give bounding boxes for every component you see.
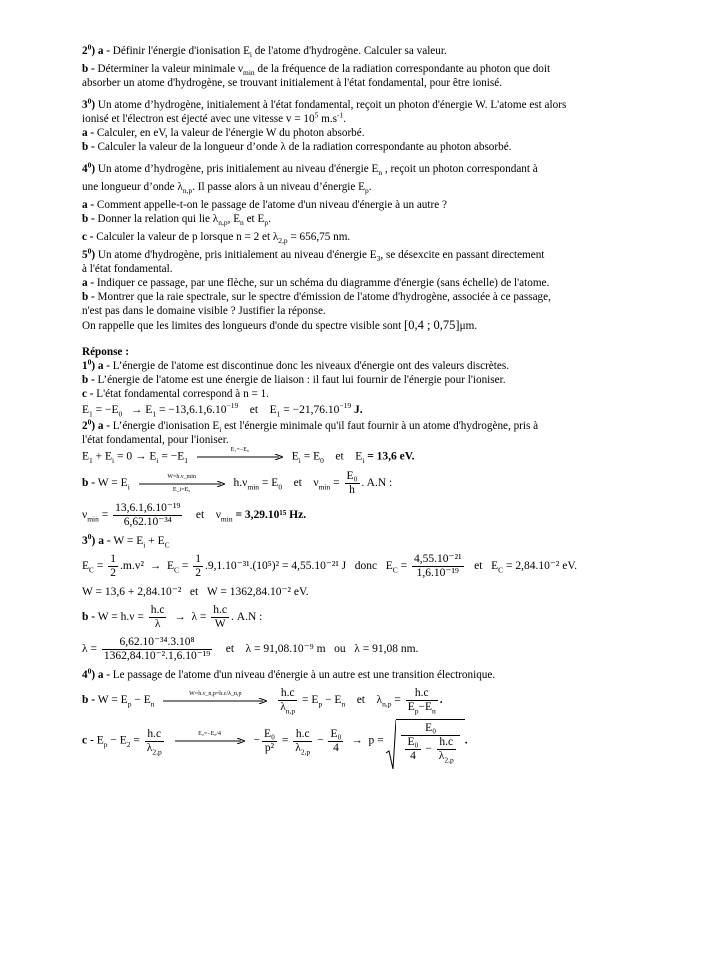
r3-kinetic-energy: $E_C$ = $\frac{1}{2}$ $.m.v^2 \to E_C$ = $\frac{1}{2}$ .9,1.10⁻³¹.(10⁵)² = 4,55.10⁻²¹ J donc $E_C$ = $\frac{\text{4,55.10⁻²¹}}{\text{1,6.10⁻¹⁹}}$ et $E_C = 2,84.10^{-2}$ eV.: [82, 553, 578, 579]
fraction: $\frac{h.c}{W}$: [213, 604, 228, 630]
r4-equation-c: $c - E_p - E_2$ = $\frac{h.c}{\lambda_{2,p}}$ E₂=−E₀/4 − $\frac{\text{E₀}}{\text{p²}}$ = $\frac{h.c}{\lambda_{2,p}}$ − $\frac{\text{E₀}}{4}$ → p = E₀ $\frac{\text{E₀}}{4}$ − $\frac{h.c}{\lambda_{2,p}}$ .: [82, 719, 682, 763]
q4-line-a: a - Comment appelle-t-on le passage de l'atome d'un niveau d'énergie à un autre ?: [82, 199, 447, 211]
fraction: $\frac{\text{4,55.10⁻²¹}}{\text{1,6.10⁻¹⁹}}$: [414, 553, 462, 579]
q5-line-b2: n'est pas dans le domaine visible ? Justifier la réponse.: [82, 305, 326, 317]
r3-equation-b: b - W = h.ν = $\frac{h.c}{\lambda}$ → λ = $\frac{h.c}{W}$ . A.N :: [82, 604, 263, 630]
r3-calculation: λ = $\frac{\text{6,62.10⁻³⁴.3.10⁸}}{\text{1362,84.10⁻².1,6.10⁻¹⁹}}$ et λ = 91,08.10⁻⁹ m ou λ = 91,08 nm.: [82, 636, 419, 662]
r2-line-a: $2^0$) a - L’énergie d'ionisation $E_i$ est l'énergie minimale qu'il faut fournir à un atome d'hydrogène, pris à: [82, 417, 539, 435]
implies-arrow: E₂=−E₀/4: [175, 733, 245, 749]
answer-title: Réponse :: [82, 346, 129, 358]
fraction: $\frac{\text{E₀}}{\text{p²}}$: [263, 727, 275, 754]
q5-note: On rappelle que les limites des longueurs d'onde du spectre visible sont [0,4 ; 0,75]μm.: [82, 318, 478, 332]
implies-arrow: W=h.ν_n,p=h.c/λ_n,p: [163, 693, 267, 709]
q5-line-1: $5^0$) Un atome d'hydrogène, pris initialement au niveau d'énergie $E_3$, se désexcite en passant directement: [82, 246, 545, 264]
q2-line-b: b - Déterminer la valeur minimale $\nu_{min}$ de la fréquence de la radiation correspondante au photon que doit: [82, 63, 551, 78]
fraction: $\frac{h.c}{\lambda}$: [150, 604, 165, 630]
fraction: $\frac{\text{E₀}}{4}$: [330, 727, 342, 754]
r2-equation-a: $E_1 + E_i = 0 \to E_i = -E_1$ E₁=−E₀ $E_i = E_0$ et $E_i = 13,6$ eV.: [82, 447, 415, 465]
fraction: $\frac{h.c}{\lambda_{n,p}}$: [280, 687, 296, 716]
implies-arrow: E₁=−E₀: [197, 449, 283, 465]
q3-line-b: b - Calculer la valeur de la longueur d’onde λ de la radiation correspondante au photon absorbé.: [82, 141, 512, 153]
q5-line-2: à l'état fondamental.: [82, 263, 173, 275]
exercise-document: [82, 44, 682, 768]
q5-line-a: a - Indiquer ce passage, par une flèche, sur un schéma du diagramme d'énergie (sans échelle) de l'atome.: [82, 277, 550, 289]
r1-line-a: $1^0$) a - L’énergie de l'atome est discontinue donc les niveaux d'énergie ont des valeurs discrètes.: [82, 357, 509, 372]
q3-line-1: $3^0$) Un atome d’hydrogène, initialement à l'état fondamental, reçoit un photon d'énergie W. L'atome est alors: [82, 96, 567, 111]
r2-calculation: $\nu_{min}$ = $\frac{\text{13,6.1,6.10⁻¹⁹}}{\text{6,62.10⁻³⁴}}$ et $\nu_{min} = 3,29.10^{15}$ Hz.: [82, 502, 307, 528]
r1-line-c: c - L'état fondamental correspond à n = 1.: [82, 388, 269, 400]
r3-energy-w: W = 13,6 + 2,84.10⁻² et W = 1362,84.10⁻² eV.: [82, 586, 309, 598]
fraction: $\frac{h.c}{\lambda_{2,p}}$: [438, 736, 454, 765]
fraction: $\frac{\text{6,62.10⁻³⁴.3.10⁸}}{\text{1362,84.10⁻².1,6.10⁻¹⁹}}$: [103, 636, 211, 662]
fraction: $\frac{\text{E₀}}{h}$: [346, 470, 358, 496]
fraction: $\frac{h.c}{\lambda_{2,p}}$: [295, 727, 311, 756]
q5-line-b: b - Montrer que la raie spectrale, sur le spectre d'émission de l'atome d'hydrogène, associée à ce passage,: [82, 291, 551, 303]
fraction: $\frac{1}{2}$: [110, 553, 117, 579]
q4-line-1: $4^0$) Un atome d’hydrogène, pris initialement au niveau d'énergie $E_n$ , reçoit un photon correspondant à: [82, 160, 538, 178]
q2-line-a: $2^0$) a - Définir l'énergie d'ionisation $E_i$ de l'atome d'hydrogène. Calculer sa valeur.: [82, 42, 447, 60]
square-root: [386, 719, 464, 763]
r4-line-a: $4^0$) a - Le passage de l'atome d'un niveau d'énergie à un autre est une transition électronique.: [82, 666, 496, 681]
fraction: $\frac{h.c}{E_p-E_n}$: [407, 687, 436, 716]
q4-line-c: c - Calculer la valeur de p lorsque n = 2 et $\lambda_{2,p} = 656,75$ nm.: [82, 231, 351, 246]
fraction: E₀ $\frac{\text{E₀}}{4}$ − $\frac{h.c}{\lambda_{2,p}}$: [401, 722, 459, 763]
fraction: $\frac{\text{E₀}}{4}$: [407, 736, 419, 762]
r1-line-b: b - L’énergie de l'atome est une énergie de liaison : il faut lui fournir de l'énergie pour l'ioniser.: [82, 374, 506, 386]
r4-equation-b: $b - W = E_p - E_n$ W=h.ν_n,p=h.c/λ_n,p $\frac{h.c}{\lambda_{n,p}}$ = $E_p - E_n$ et $\lambda_{n,p}$ = $\frac{h.c}{E_p-E_n}$ .: [82, 687, 443, 716]
q4-line-2: une longueur d’onde $\lambda_{n,p}$. Il passe alors à un niveau d’énergie $E_p$.: [82, 181, 372, 196]
r1-equation: $E_1 = -E_0$ → $E_1 = -13,6.1,6.10^{-19}$ et $E_1 = -21,76.10^{-19}$ J.: [82, 401, 363, 419]
fraction: $\frac{h.c}{\lambda_{2,p}}$: [146, 727, 162, 756]
fraction: $\frac{1}{2}$: [195, 553, 201, 579]
r3-equation-a: $3^0$) $a - W = E_i + E_C$: [82, 532, 170, 550]
r2-line-a2: l'état fondamental, pour l'ioniser.: [82, 434, 229, 446]
r2-equation-b: $b - W = E_i$ W=h.ν_min E_i=E₀ $h.\nu_{min} = E_0$ et $\nu_{min}$ = $\frac{\text{E₀}}{h}$ . A.N :: [82, 470, 393, 496]
q4-line-b: b - Donner la relation qui lie $\lambda_{n,p}$, $E_n$ et $E_p$.: [82, 213, 271, 228]
implies-arrow: W=h.ν_min E_i=E₀: [139, 476, 225, 492]
q3-line-a: a - Calculer, en eV, la valeur de l'énergie W du photon absorbé.: [82, 127, 365, 139]
fraction: $\frac{\text{13,6.1,6.10⁻¹⁹}}{\text{6,62.10⁻³⁴}}$: [115, 502, 181, 528]
q2-line-b2: absorber un atome d'hydrogène, se trouvant initialement à l'état fondamental, pour être ionisé.: [82, 77, 503, 89]
q3-line-2: ionisé et l'électron est éjecté avec une vitesse $v = 10^5$ $m.s^{-1}$.: [82, 110, 347, 125]
